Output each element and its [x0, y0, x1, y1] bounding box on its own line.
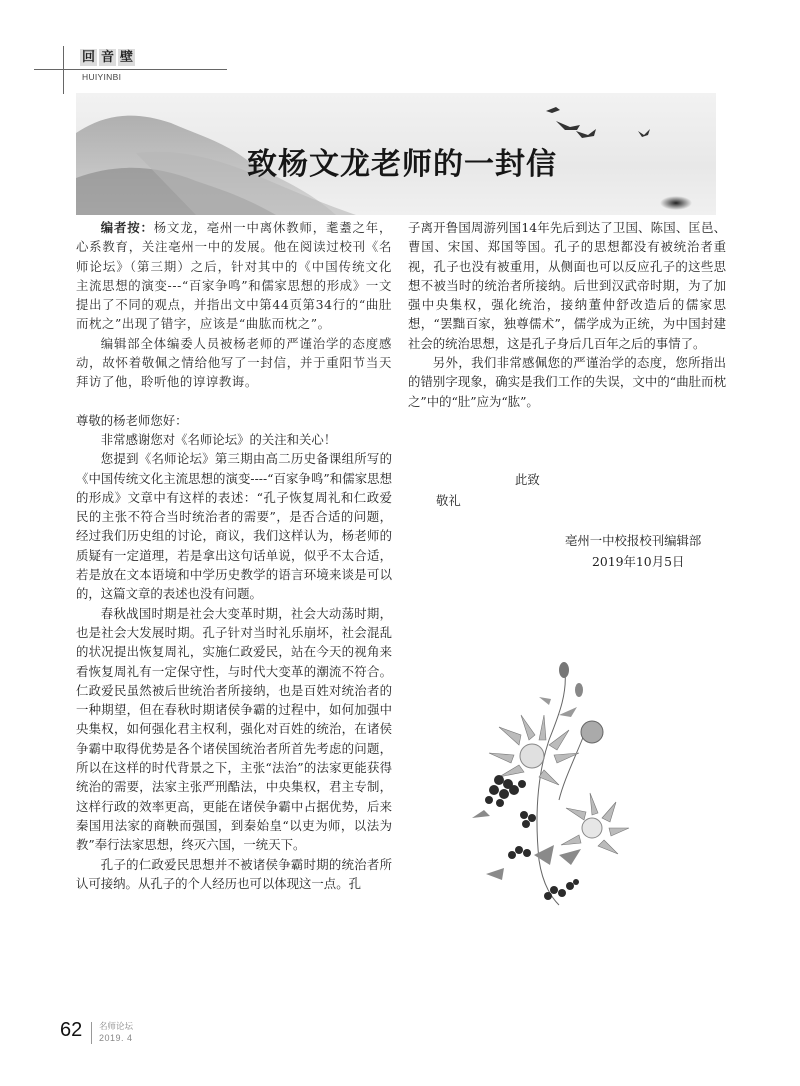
- right-column: [408, 218, 726, 411]
- editor-note-label: 编者按：: [100, 220, 154, 235]
- letter-paragraph: 您提到《名师论坛》第三期由高二历史备课组所写的《中国传统文化主流思想的演变----“百家争鸣”和儒家思想的形成》文章中有这样的表述：“孔子恢复周礼和仁政爱民的主张不符合当时统治者的需要”，是否合适的问题，经过我们历史组的讨论，商议，我们这样认为，杨老师的质疑有一定道理，若是拿出这句话单说，似乎不太合适，若是放在文本语境和中学历史教学的语言环境来谈是可以的，这篇文章的表述也没有问题。: [76, 451, 392, 602]
- editor-note-text: 杨文龙，亳州一中离休教师，耄耋之年，心系教育，关注亳州一中的发展。他在阅读过校刊《名师论坛》（第三期）之后，针对其中的《中国传统文化主流思想的演变---“百家争鸣”和儒家思想的形成》一文提出了不同的观点，并指出文中第44页第34行的“曲肚而枕之”出现了错字，应该是“曲肱而枕之”。: [76, 220, 392, 332]
- footer-divider: [91, 1022, 92, 1044]
- section-char: 回: [81, 50, 95, 65]
- letter-paragraph: 非常感谢您对《名师论坛》的关注和关心！: [100, 431, 337, 447]
- letter-paragraph-continued: 子离开鲁国周游列国14年先后到达了卫国、陈国、匡邑、曹国、宋国、郑国等国。孔子的思想都没有被统治者重视，孔子也没有被重用，从侧面也可以反应孔子的这些思想不被当时的统治者所接纳。后世到汉武帝时期，为了加强中央集权，强化统治，接纳董仲舒改造后的儒家思想，“罢黜百家，独尊儒术”，儒学成为正统，为中国封建社会的统治思想，这是孔子身后几百年之后的事情了。: [408, 220, 726, 351]
- birds-icon: [546, 107, 650, 138]
- closing-regards: 敬礼: [436, 493, 461, 508]
- left-column: [76, 218, 392, 893]
- letter-paragraph: 春秋战国时期是社会大变革时期，社会大动荡时期，也是社会大发展时期。孔子针对当时礼乐崩坏，社会混乱的状况提出恢复周礼，实施仁政爱民，站在今天的视角来看恢复周礼有一定保守性，与时代大变革的潮流不符合。仁政爱民虽然被后世统治者所接纳，也是百姓对统治者的一种期望，但在春秋时期诸侯争霸的过程中，如何加强中央集权，如何强化君主权利，强化对百姓的统治，在诸侯争霸中取得优势是各个诸侯国统治者所首先考虑的问题，所以在这样的时代背景之下，主张“法治”的法家更能获得统治的需要，法家主张严刑酷法，中央集权，君主专制，这样行政的效率更高，更能在诸侯争霸中占据优势，后来秦国用法家的商鞅而强国，到秦始皇“以吏为师，以法为教”奉行法家思想，终灭六国，一统天下。: [76, 605, 392, 853]
- magazine-name: 名师论坛: [99, 1022, 134, 1032]
- closing-salutation: 此致: [515, 472, 540, 487]
- letter-paragraph: 另外，我们非常感佩您的严谨治学的态度，您所指出的错别字现象，确实是我们工作的失误，文中的“曲肚而枕之”中的“肚”应为“肱”。: [408, 355, 726, 409]
- article-title: 致杨文龙老师的一封信: [247, 147, 557, 182]
- section-pinyin: HUIYINBI: [82, 72, 122, 82]
- signature: 亳州一中校报校刊编辑部: [565, 533, 702, 548]
- editor-note-paragraph: 编辑部全体编委人员被杨老师的严谨治学的态度感动，故怀着敬佩之情给他写了一封信，并于重阳节当天拜访了他，聆听他的谆谆教诲。: [76, 335, 392, 390]
- letter-paragraph-start: 孔子的仁政爱民思想并不被诸侯争霸时期的统治者所认可接纳。从孔子的个人经历也可以体现这一点。孔: [76, 856, 392, 891]
- flower-illustration-icon: [464, 660, 644, 910]
- section-char: 壁: [119, 50, 133, 65]
- header-vertical-rule: [63, 46, 64, 94]
- page-number: 62: [60, 1019, 83, 1041]
- section-char: 音: [100, 50, 114, 65]
- title-banner: [76, 93, 716, 215]
- editor-note: [76, 218, 392, 334]
- letter-salutation: 尊敬的杨老师您好：: [76, 412, 188, 428]
- section-title: [80, 49, 135, 66]
- issue-date: 2019. 4: [99, 1033, 133, 1043]
- letter-date: 2019年10月5日: [592, 554, 685, 569]
